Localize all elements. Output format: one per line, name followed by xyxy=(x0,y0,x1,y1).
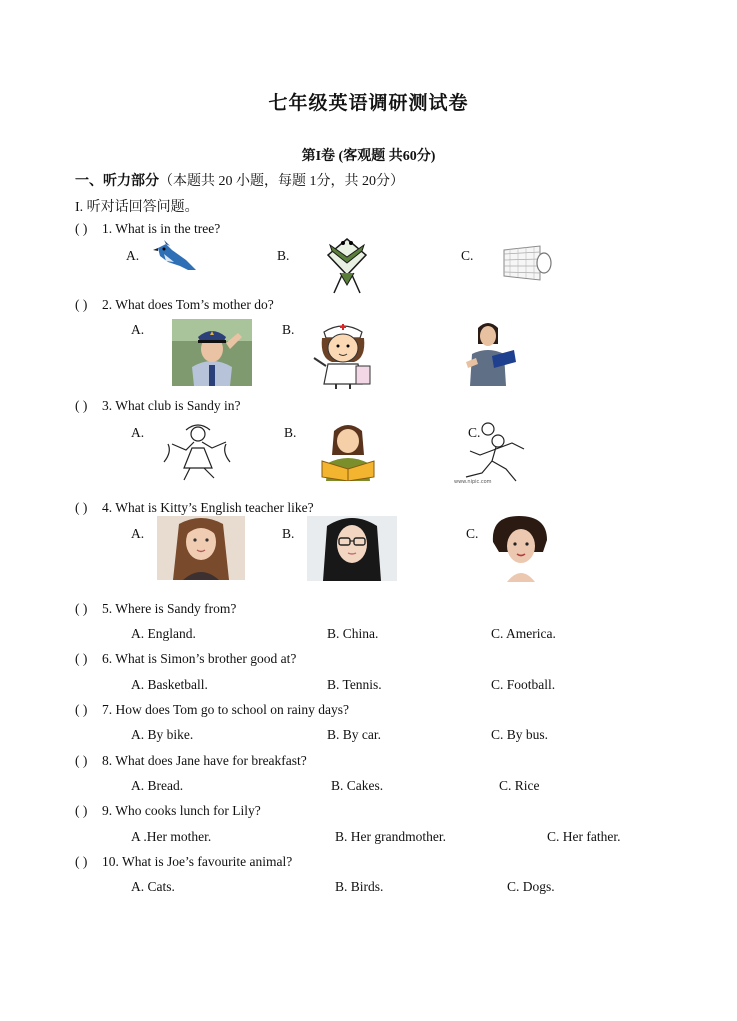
question-text: 10. What is Joe’s favourite animal? xyxy=(102,854,293,869)
option-a: A. xyxy=(131,526,145,541)
option-b: B. Her grandmother. xyxy=(335,829,446,844)
question-text: 2. What does Tom’s mother do? xyxy=(102,297,274,312)
option-c: C. America. xyxy=(491,626,556,641)
question-8 xyxy=(75,753,307,769)
option-a: A. By bike. xyxy=(131,727,194,742)
option-b: B. xyxy=(277,248,290,263)
football-player-sketch xyxy=(452,421,534,485)
option-c: C. xyxy=(468,425,481,440)
question-10 xyxy=(75,854,292,870)
answer-blank: ( ) xyxy=(75,297,88,312)
option-a: A. England. xyxy=(131,626,196,641)
option-c: C. Rice xyxy=(499,778,540,793)
section-heading xyxy=(75,170,404,190)
question-4 xyxy=(75,500,314,516)
question-6 xyxy=(75,651,296,667)
question-2 xyxy=(75,297,274,313)
section-label: 一、听力部分 xyxy=(75,174,159,189)
option-c: C. Football. xyxy=(491,677,556,692)
question-text: 9. Who cooks lunch for Lily? xyxy=(102,803,261,818)
option-b: B. By car. xyxy=(327,727,381,742)
page-title: 七年级英语调研测试卷 xyxy=(268,93,469,114)
option-b: B. China. xyxy=(327,626,379,641)
answer-blank: ( ) xyxy=(75,398,88,413)
police-officer-picture xyxy=(172,319,252,386)
option-b: B. xyxy=(282,526,295,541)
instruction: I. 听对话回答问题。 xyxy=(75,200,199,215)
option-b: B. Tennis. xyxy=(327,677,382,692)
option-a: A. Cats. xyxy=(131,879,175,894)
question-text: 4. What is Kitty’s English teacher like? xyxy=(102,500,314,515)
question-5 xyxy=(75,601,236,617)
reading-girl-picture xyxy=(318,423,378,481)
paper-subtitle: 第I卷 (客观题 共60分) xyxy=(301,149,436,164)
option-a: A. xyxy=(126,248,140,263)
option-b: B. Birds. xyxy=(335,879,384,894)
question-text: 6. What is Simon’s brother good at? xyxy=(102,651,297,666)
option-b: B. Cakes. xyxy=(331,778,384,793)
option-c: C. xyxy=(466,526,479,541)
businesswoman-picture xyxy=(456,318,522,386)
nurse-picture xyxy=(308,318,378,390)
dancing-girl-sketch xyxy=(156,422,238,482)
answer-blank: ( ) xyxy=(75,651,88,666)
option-a: A. xyxy=(131,425,145,440)
option-a: A .Her mother. xyxy=(131,829,212,844)
glasses-woman-photo xyxy=(307,516,397,581)
answer-blank: ( ) xyxy=(75,601,88,616)
option-b: B. xyxy=(282,322,295,337)
question-text: 3. What club is Sandy in? xyxy=(102,398,241,413)
question-text: 5. Where is Sandy from? xyxy=(102,601,237,616)
answer-blank: ( ) xyxy=(75,221,88,236)
answer-blank: ( ) xyxy=(75,854,88,869)
answer-blank: ( ) xyxy=(75,753,88,768)
option-a: A. Bread. xyxy=(131,778,184,793)
question-1 xyxy=(75,221,220,237)
option-b: B. xyxy=(284,425,297,440)
bluejay-bird-picture xyxy=(152,240,198,276)
short-hair-woman-photo xyxy=(481,512,561,582)
question-3 xyxy=(75,398,240,414)
option-a: A. xyxy=(131,322,145,337)
svg-text:www.nipic.com: www.nipic.com xyxy=(454,479,492,485)
question-text: 7. How does Tom go to school on rainy days? xyxy=(102,702,350,717)
long-hair-woman-photo xyxy=(157,516,245,580)
kite-picture xyxy=(322,237,372,295)
option-c: C. xyxy=(461,248,474,263)
option-a: A. Basketball. xyxy=(131,677,208,692)
question-9 xyxy=(75,803,261,819)
section-note: （本题共 20 小题，每题 1分，共 20分） xyxy=(159,174,404,189)
shuttlecock-picture xyxy=(500,240,552,288)
answer-blank: ( ) xyxy=(75,500,88,515)
answer-blank: ( ) xyxy=(75,702,88,717)
answer-blank: ( ) xyxy=(75,803,88,818)
option-c: C. Dogs. xyxy=(507,879,555,894)
option-c: C. Her father. xyxy=(547,829,621,844)
question-text: 1. What is in the tree? xyxy=(102,221,221,236)
question-text: 8. What does Jane have for breakfast? xyxy=(102,753,307,768)
option-c: C. By bus. xyxy=(491,727,549,742)
question-7 xyxy=(75,702,349,718)
